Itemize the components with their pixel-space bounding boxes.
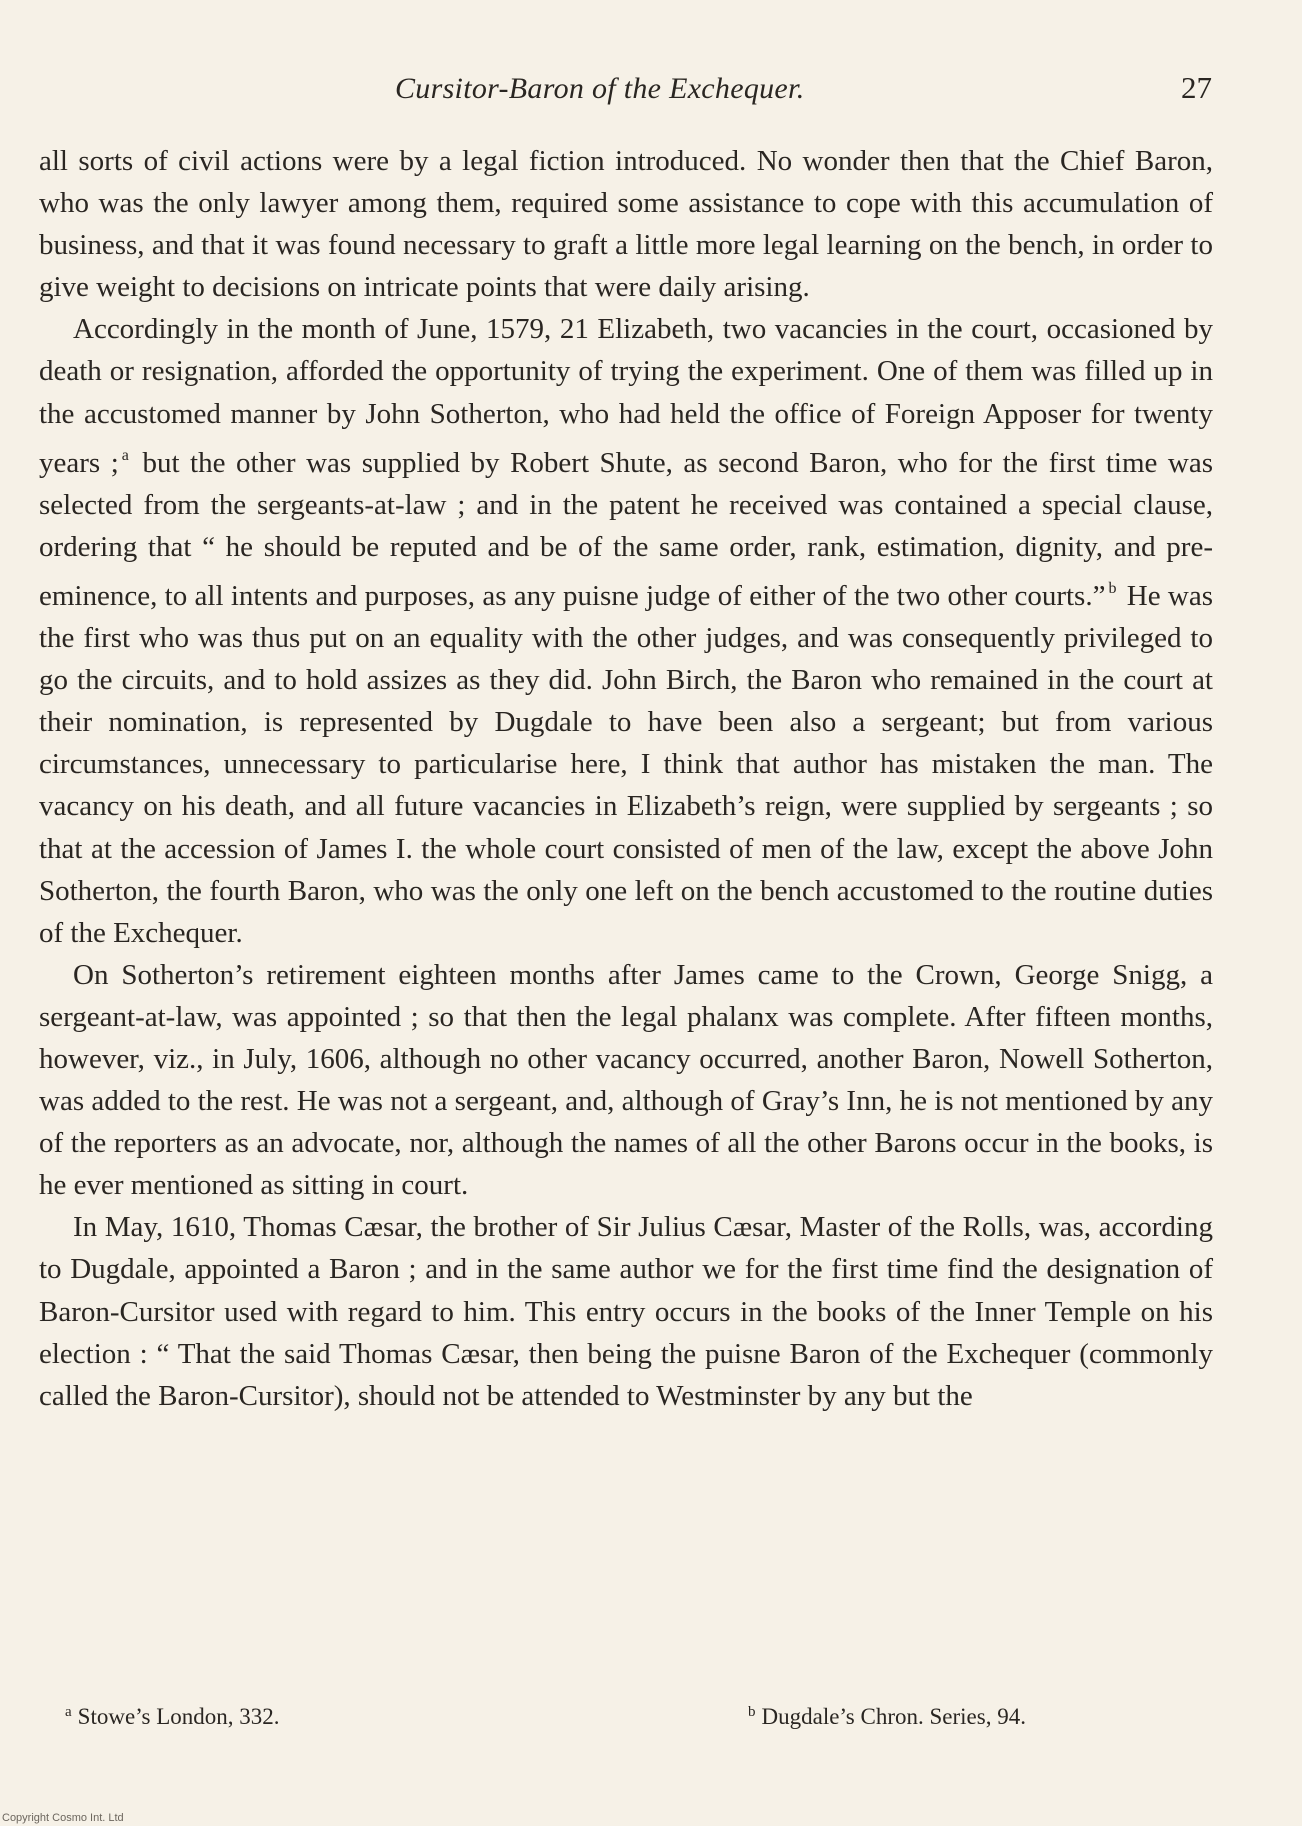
paragraph-text: On Sotherton’s retirement eighteen months after James came to the Crown, George Snigg, a sergeant-at-law, was appointed ; so that then the legal phalanx was complete. After fifteen months, however, viz., in July, 1606, although no other vacancy occurred, another Baron, Nowell Sotherton, was added to the rest. He was not a sergeant, and, although of Gray’s Inn, he is not mentioned by any of the reporters as an advocate, nor, although the names of all the other Barons occur in the books, is he ever mentioned as sitting in court. xyxy=(39,958,1213,1202)
paragraph-1 xyxy=(39,140,1213,308)
footnote-mark: a xyxy=(65,1704,72,1720)
body-text xyxy=(39,140,1213,1417)
paragraph-text: all sorts of civil actions were by a legal fiction introduced. No wonder then that the Chief Baron, who was the only lawyer among them, required some assistance to cope with this accumulation of business, and that it was found necessary to graft a little more legal learning on the bench, in order to give weight to decisions on intricate points that were daily arising. xyxy=(39,145,1213,304)
footnote-ref-a[interactable]: a xyxy=(121,446,129,464)
footnote-b xyxy=(748,1704,1026,1730)
copyright-watermark: Copyright Cosmo Int. Ltd xyxy=(2,1812,124,1824)
running-title: Cursitor-Baron of the Exchequer. xyxy=(395,72,805,105)
paragraph-text: but the other was supplied by Robert Shute, as second Baron, who for the first time was selected from the sergeants-at-law ; and in the patent he received was contained a special clause, ordering that “ he should be reputed and be of the same order, rank, estimation, dignity, and pre-eminence, to all intents and purposes, as any puisne judge of either of the two other courts.” xyxy=(39,446,1214,612)
footnote-text: Stowe’s London, 332. xyxy=(77,1704,280,1729)
footnote-a xyxy=(65,1704,280,1730)
paragraph-text: In May, 1610, Thomas Cæsar, the brother of Sir Julius Cæsar, Master of the Rolls, was, according to Dugdale, appointed a Baron ; and in the same author we for the first time find the designation of Baron-Cursitor used with regard to him. This entry occurs in the books of the Inner Temple on his election : “ That the said Thomas Cæsar, then being the puisne Baron of the Exchequer (commonly called the Baron-Cursitor), should not be attended to Westminster by any but the xyxy=(39,1211,1213,1412)
paragraph-4 xyxy=(39,1206,1213,1416)
paragraph-text: Accordingly in the month of June, 1579, 21 Elizabeth, two vacancies in the court, occasioned by death or resignation, afforded the opportunity of trying the experiment. One of them was filled up in the accustomed manner by John Sotherton, who had held the office of Foreign Apposer for twenty years ; xyxy=(39,313,1213,479)
footnote-mark: b xyxy=(748,1704,756,1720)
footnote-text: Dugdale’s Chron. Series, 94. xyxy=(761,1704,1026,1729)
paragraph-text: He was the first who was thus put on an equality with the other judges, and was consequently privileged to go the circuits, and to hold assizes as they did. John Birch, the Baron who remained in the court at their nomination, is represented by Dugdale to have been also a sergeant; but from various circumstances, unnecessary to particularise here, I think that author has mistaken the man. The vacancy on his death, and all future vacancies in Elizabeth’s reign, were supplied by sergeants ; so that at the accession of James I. the whole court consisted of men of the law, except the above John Sotherton, the fourth Baron, who was the only one left on the bench accustomed to the routine duties of the Exchequer. xyxy=(39,579,1213,949)
paragraph-2 xyxy=(39,308,1213,953)
footnote-ref-b[interactable]: b xyxy=(1108,579,1117,597)
paragraph-3 xyxy=(39,954,1213,1207)
page-number: 27 xyxy=(1181,70,1212,105)
